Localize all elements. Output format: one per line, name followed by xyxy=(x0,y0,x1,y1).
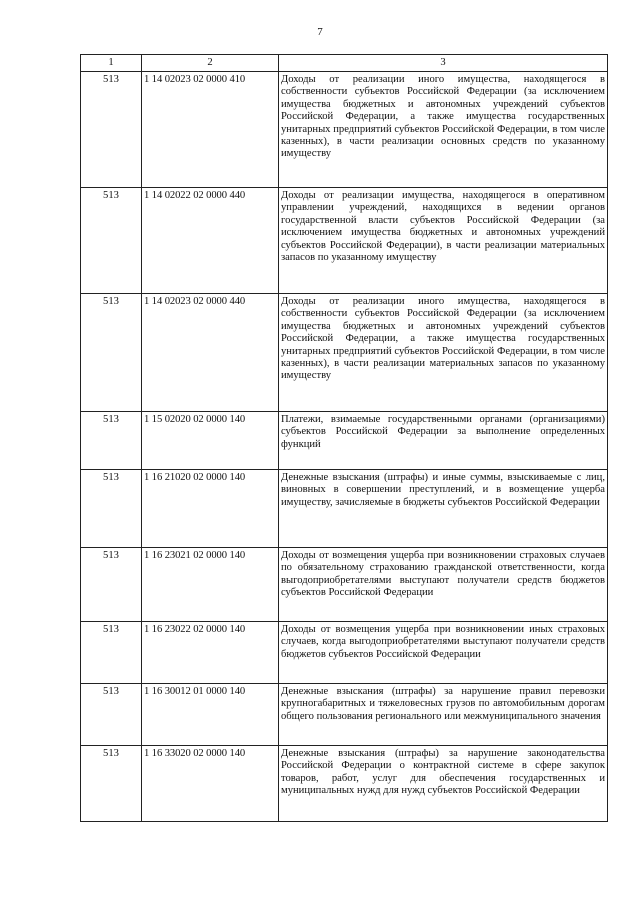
admin-code-cell: 513 xyxy=(81,684,142,746)
admin-code-cell: 513 xyxy=(81,746,142,822)
table-row xyxy=(81,746,608,822)
kbk-code-cell: 1 14 02022 02 0000 440 xyxy=(142,188,279,294)
kbk-code-cell: 1 16 33020 02 0000 140 xyxy=(142,746,279,822)
table-header-row xyxy=(81,55,608,72)
admin-code-cell: 513 xyxy=(81,294,142,412)
page-number: 7 xyxy=(317,26,323,38)
column-header-2: 2 xyxy=(142,55,279,72)
admin-code-cell: 513 xyxy=(81,548,142,622)
revenue-name-cell: Денежные взыскания (штрафы) за нарушение правил перевозки крупногабаритных и тяжеловесных грузов по автомобильным дорогам общего пользования регионального или межмуниципального значения xyxy=(279,684,608,746)
table-row xyxy=(81,548,608,622)
admin-code-cell: 513 xyxy=(81,470,142,548)
revenue-codes-table xyxy=(80,54,608,822)
revenue-name-cell: Доходы от реализации имущества, находящегося в оперативном управлении учреждений, находящихся в ведении органов государственной власти субъектов Российской Федерации (за исключением имущества бюджетных и автономных учреждений субъектов Российской Федерации), в части реализации материальных запасов по указанному имуществу xyxy=(279,188,608,294)
revenue-name-cell: Доходы от реализации иного имущества, находящегося в собственности субъектов Российской Федерации (за исключением имущества бюджетных и автономных учреждений субъектов Российской Федерации, а также имущества государственных унитарных предприятий субъектов Российской Федерации, в том числе казенных), в части реализации основных средств по указанному имуществу xyxy=(279,72,608,188)
kbk-code-cell: 1 14 02023 02 0000 440 xyxy=(142,294,279,412)
admin-code-cell: 513 xyxy=(81,412,142,470)
column-header-3: 3 xyxy=(279,55,608,72)
revenue-name-cell: Денежные взыскания (штрафы) и иные суммы, взыскиваемые с лиц, виновных в совершении преступлений, и в возмещение ущерба имуществу, зачисляемые в бюджеты субъектов Российской Федерации xyxy=(279,470,608,548)
kbk-code-cell: 1 16 23022 02 0000 140 xyxy=(142,622,279,684)
revenue-name-cell: Доходы от реализации иного имущества, находящегося в собственности субъектов Российской Федерации (за исключением имущества бюджетных и автономных учреждений субъектов Российской Федерации, а также имущества государственных унитарных предприятий субъектов Российской Федерации, в том числе казенных), в части реализации материальных запасов по указанному имуществу xyxy=(279,294,608,412)
table-row xyxy=(81,684,608,746)
admin-code-cell: 513 xyxy=(81,72,142,188)
kbk-code-cell: 1 16 30012 01 0000 140 xyxy=(142,684,279,746)
kbk-code-cell: 1 16 21020 02 0000 140 xyxy=(142,470,279,548)
admin-code-cell: 513 xyxy=(81,188,142,294)
column-header-1: 1 xyxy=(81,55,142,72)
table-row xyxy=(81,294,608,412)
table-row xyxy=(81,412,608,470)
admin-code-cell: 513 xyxy=(81,622,142,684)
kbk-code-cell: 1 16 23021 02 0000 140 xyxy=(142,548,279,622)
table-row xyxy=(81,622,608,684)
table-row xyxy=(81,188,608,294)
revenue-name-cell: Платежи, взимаемые государственными органами (организациями) субъектов Российской Федерации за выполнение определенных функций xyxy=(279,412,608,470)
revenue-name-cell: Денежные взыскания (штрафы) за нарушение законодательства Российской Федерации о контрактной системе в сфере закупок товаров, работ, услуг для обеспечения государственных и муниципальных нужд для нужд субъектов Российской Федерации xyxy=(279,746,608,822)
revenue-name-cell: Доходы от возмещения ущерба при возникновении иных страховых случаев, когда выгодоприобретателями выступают получатели средств бюджетов субъектов Российской Федерации xyxy=(279,622,608,684)
kbk-code-cell: 1 15 02020 02 0000 140 xyxy=(142,412,279,470)
revenue-name-cell: Доходы от возмещения ущерба при возникновении страховых случаев по обязательному страхованию гражданской ответственности, когда выгодоприобретателями выступают получатели средств бюджетов субъектов Российской Федерации xyxy=(279,548,608,622)
table-row xyxy=(81,72,608,188)
table-row xyxy=(81,470,608,548)
kbk-code-cell: 1 14 02023 02 0000 410 xyxy=(142,72,279,188)
